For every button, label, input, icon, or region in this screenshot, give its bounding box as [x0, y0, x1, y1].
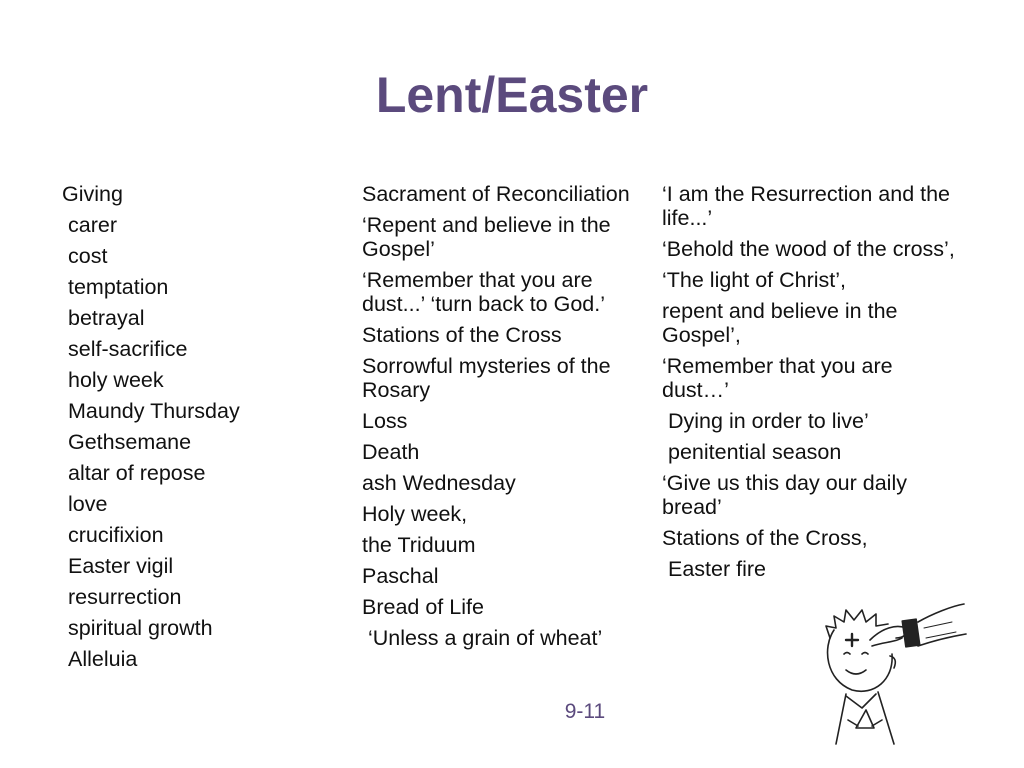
col2-item: ‘Repent and believe in the Gospel’	[362, 213, 617, 261]
col2-item: Loss	[362, 409, 408, 433]
col2-item: the Triduum	[362, 533, 476, 557]
col2-item: Sorrowful mysteries of the Rosary	[362, 354, 617, 402]
col3-item: ‘Give us this day our daily bread’	[662, 471, 913, 519]
col3-item: Stations of the Cross,	[662, 526, 868, 550]
col1-item: Easter vigil	[68, 554, 174, 578]
col1-item: Alleluia	[68, 647, 138, 671]
slide-title: Lent/Easter	[375, 67, 649, 123]
col1-item: altar of repose	[68, 461, 206, 485]
col1-item: crucifixion	[68, 523, 164, 547]
column-scripture	[662, 182, 962, 588]
column-sacraments	[362, 182, 657, 657]
col3-item: ‘Remember that you are dust…’	[662, 354, 899, 402]
ash-wednesday-illustration	[812, 598, 972, 748]
col2-item: Bread of Life	[362, 595, 484, 619]
col1-item: love	[68, 492, 108, 516]
col3-item: ‘I am the Resurrection and the life...’	[662, 182, 956, 230]
col2-item: Stations of the Cross	[362, 323, 562, 347]
col1-item: Giving	[62, 182, 123, 206]
col1-item: holy week	[68, 368, 164, 392]
col1-item: betrayal	[68, 306, 145, 330]
column-themes	[62, 182, 342, 678]
col3-item: repent and believe in the Gospel’,	[662, 299, 904, 347]
col2-item: ‘Remember that you are dust...’ ‘turn back to God.’	[362, 268, 605, 316]
col1-item: Maundy Thursday	[68, 399, 240, 423]
col1-item: self-sacrifice	[68, 337, 188, 361]
col2-item: Paschal	[362, 564, 439, 588]
col1-item: spiritual growth	[68, 616, 213, 640]
col3-item: Dying in order to live’	[668, 409, 869, 433]
col1-item: carer	[68, 213, 117, 237]
col2-item: Sacrament of Reconciliation	[362, 182, 630, 206]
col2-item: Death	[362, 440, 420, 464]
col3-item: penitential season	[668, 440, 842, 464]
col1-item: Gethsemane	[68, 430, 192, 454]
col2-item: Holy week,	[362, 502, 468, 526]
col1-item: resurrection	[68, 585, 182, 609]
col2-item: ‘Unless a grain of wheat’	[368, 626, 603, 650]
col1-item: temptation	[68, 275, 169, 299]
col3-item: ‘Behold the wood of the cross’,	[662, 237, 955, 261]
col3-item: ‘The light of Christ’,	[662, 268, 847, 292]
col3-item: Easter fire	[668, 557, 766, 581]
col2-item: ash Wednesday	[362, 471, 516, 495]
col1-item: cost	[68, 244, 108, 268]
age-range-label: 9-11	[564, 700, 606, 723]
